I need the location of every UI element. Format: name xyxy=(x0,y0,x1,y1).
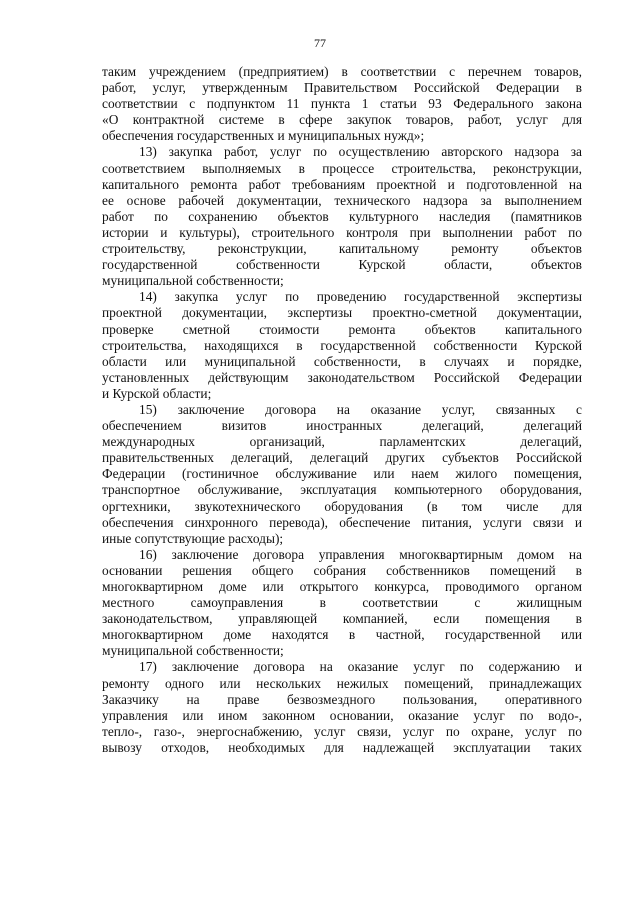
text-line: обеспечения синхронного перевода), обеспечение питания, услуги связи и xyxy=(102,514,582,530)
text-line: местного самоуправления в соответствии с жилищным xyxy=(102,595,582,611)
text-line: 13) закупка работ, услуг по осуществлению авторского надзора за xyxy=(139,144,582,160)
paragraph xyxy=(102,402,582,547)
text-line: работ по сохранению объектов культурного наследия (памятников xyxy=(102,208,582,224)
text-line: и Курской области; xyxy=(102,385,212,401)
document-body xyxy=(102,64,582,756)
text-line: установленных действующим законодательством Российской Федерации xyxy=(102,369,582,385)
text-line: 16) заключение договора управления многоквартирным домом на xyxy=(139,546,582,562)
text-line: проверке сметной стоимости ремонта объектов капитального xyxy=(102,321,582,337)
text-line: «О контрактной системе в сфере закупок товаров, работ, услуг для xyxy=(102,112,582,128)
text-line: муниципальной собственности; xyxy=(102,643,284,659)
paragraph xyxy=(102,659,582,756)
paragraph xyxy=(102,144,582,289)
text-line: обеспечением визитов иностранных делегаций, делегаций xyxy=(102,418,582,434)
text-line: ремонту одного или нескольких нежилых помещений, принадлежащих xyxy=(102,675,582,691)
text-line: соответствии с подпунктом 11 пункта 1 статьи 93 Федерального закона xyxy=(102,96,582,112)
text-line: ее основе рабочей документации, технического надзора за выполнением xyxy=(102,192,582,208)
text-line: основании решения общего собрания собственников помещений в xyxy=(102,562,582,578)
paragraph xyxy=(102,547,582,660)
text-line: Федерации (гостиничное обслуживание или наем жилого помещения, xyxy=(102,466,582,482)
text-line: 14) закупка услуг по проведению государственной экспертизы xyxy=(139,289,582,305)
text-line: соответствием выполняемых в процессе строительства, реконструкции, xyxy=(102,160,582,176)
text-line: вывозу отходов, необходимых для надлежащей эксплуатации таких xyxy=(102,739,582,755)
text-line: законодательством, управляющей компанией, если помещения в xyxy=(102,611,582,627)
paragraph xyxy=(102,289,582,402)
text-line: строительства, находящихся в государственной собственности Курской xyxy=(102,337,582,353)
text-line: области или муниципальной собственности, в случаях и порядке, xyxy=(102,353,582,369)
text-line: оргтехники, звукотехнического оборудования (в том числе для xyxy=(102,498,582,514)
text-line: многоквартирном доме или открытого конкурса, проводимого органом xyxy=(102,579,582,594)
text-line: истории и культуры), строительного контроля при выполнении работ по xyxy=(102,224,582,240)
text-line: государственной собственности Курской области, объектов xyxy=(102,257,582,273)
text-line: Заказчику на праве безвозмездного пользования, оперативного xyxy=(102,691,582,707)
text-line: иные сопутствующие расходы); xyxy=(102,530,284,546)
text-line: 15) заключение договора на оказание услуг, связанных с xyxy=(139,401,582,417)
text-line: капитального ремонта работ требованиям проектной и подготовленной на xyxy=(102,176,582,192)
text-line: строительству, реконструкции, капитальному ремонту объектов xyxy=(102,241,582,257)
text-line: проектной документации, экспертизы проектно-сметной документации, xyxy=(102,305,582,321)
text-line: муниципальной собственности; xyxy=(102,273,284,289)
text-line: 17) заключение договора на оказание услуг по содержанию и xyxy=(139,659,582,675)
text-line: обеспечения государственных и муниципальных нужд»; xyxy=(102,128,425,144)
text-line: работ, услуг, утвержденным Правительством Российской Федерации в xyxy=(102,80,582,96)
page-number: 77 xyxy=(314,36,326,50)
text-line: таким учреждением (предприятием) в соответствии с перечнем товаров, xyxy=(102,64,582,79)
paragraph xyxy=(102,64,582,144)
text-line: многоквартирном доме находятся в частной, государственной или xyxy=(102,627,582,643)
text-line: транспортное обслуживание, эксплуатация компьютерного оборудования, xyxy=(102,482,582,498)
text-line: правительственных делегаций, делегаций других субъектов Российской xyxy=(102,450,582,466)
text-line: тепло-, газо-, энергоснабжению, услуг связи, услуг по охране, услуг по xyxy=(102,723,582,739)
text-line: международных организаций, парламентских делегаций, xyxy=(102,434,582,450)
text-line: управления или ином законном основании, оказание услуг по водо-, xyxy=(102,707,582,723)
